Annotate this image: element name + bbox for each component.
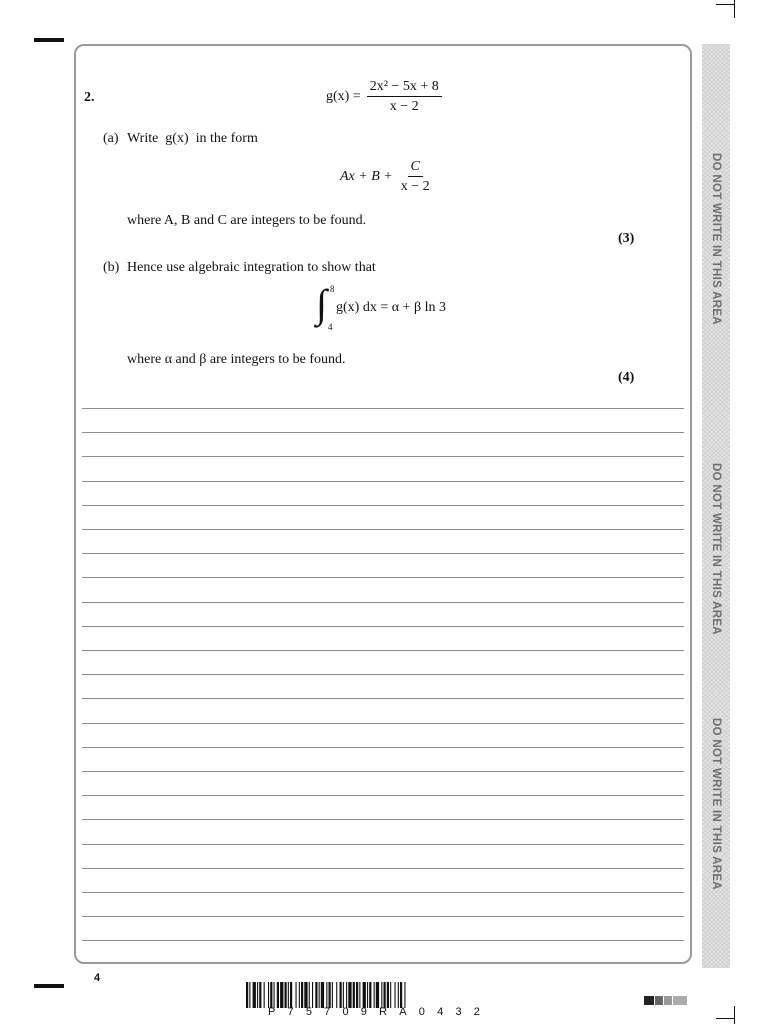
integral-lower-limit: 4 bbox=[328, 322, 333, 332]
answer-line bbox=[82, 456, 684, 457]
crop-mark-bottom-right-h bbox=[716, 1018, 734, 1019]
answer-line bbox=[82, 529, 684, 530]
page-number: 4 bbox=[94, 972, 101, 984]
part-b-marks: (4) bbox=[618, 370, 635, 385]
function-definition bbox=[326, 78, 444, 115]
form-fraction bbox=[398, 158, 433, 195]
part-b-where-text: where α and β are integers to be found. bbox=[127, 352, 346, 367]
function-denominator: x − 2 bbox=[389, 99, 419, 114]
registration-mark-bottom-left bbox=[34, 984, 64, 988]
answer-line bbox=[82, 940, 684, 941]
part-a-label: (a) bbox=[103, 131, 119, 146]
barcode-text: P75709RA0432 bbox=[268, 1006, 493, 1018]
crop-mark-top-right-h bbox=[716, 4, 734, 5]
crop-mark-top-right bbox=[734, 0, 735, 18]
answer-line bbox=[82, 602, 684, 603]
question-number: 2. bbox=[84, 90, 95, 105]
answer-line bbox=[82, 916, 684, 917]
function-numerator: 2x² − 5x + 8 bbox=[367, 78, 442, 97]
integral-expression-block bbox=[316, 281, 496, 332]
crop-mark-bottom-right bbox=[734, 1006, 735, 1024]
part-a-marks: (3) bbox=[618, 231, 635, 246]
answer-line bbox=[82, 432, 684, 433]
answer-line bbox=[82, 819, 684, 820]
registration-mark-top-left bbox=[34, 38, 64, 42]
part-a-form bbox=[340, 158, 435, 195]
answer-line bbox=[82, 747, 684, 748]
page-marker-blocks bbox=[644, 996, 687, 1005]
answer-line bbox=[82, 723, 684, 724]
answer-line bbox=[82, 868, 684, 869]
answer-line bbox=[82, 674, 684, 675]
answer-line bbox=[82, 650, 684, 651]
answer-line bbox=[82, 892, 684, 893]
integral-upper-limit: 8 bbox=[330, 284, 335, 294]
form-denominator: x − 2 bbox=[400, 179, 430, 194]
answer-line bbox=[82, 408, 684, 409]
answer-line bbox=[82, 505, 684, 506]
do-not-write-label: DO NOT WRITE IN THIS AREA bbox=[710, 153, 722, 325]
answer-line bbox=[82, 844, 684, 845]
integral-body: g(x) dx = α + β ln 3 bbox=[336, 300, 446, 315]
answer-line bbox=[82, 795, 684, 796]
do-not-write-label: DO NOT WRITE IN THIS AREA bbox=[710, 463, 722, 635]
part-a-where-text: where A, B and C are integers to be found. bbox=[127, 213, 367, 228]
do-not-write-label: DO NOT WRITE IN THIS AREA bbox=[710, 718, 722, 890]
answer-line bbox=[82, 481, 684, 482]
function-lhs: g(x) = bbox=[326, 88, 361, 104]
answer-line bbox=[82, 698, 684, 699]
answer-line bbox=[82, 626, 684, 627]
integral-sign-icon: ∫ bbox=[316, 281, 327, 326]
answer-line bbox=[82, 553, 684, 554]
do-not-write-strip bbox=[702, 44, 730, 968]
form-numerator: C bbox=[408, 158, 423, 177]
form-prefix: Ax + B + bbox=[340, 168, 393, 184]
barcode-icon bbox=[246, 982, 522, 1008]
part-a-text: Write g(x) in the form bbox=[127, 131, 258, 146]
function-fraction bbox=[367, 78, 442, 115]
part-b-label: (b) bbox=[103, 260, 120, 275]
answer-line bbox=[82, 577, 684, 578]
answer-line bbox=[82, 771, 684, 772]
part-b-text: Hence use algebraic integration to show that bbox=[127, 260, 376, 275]
